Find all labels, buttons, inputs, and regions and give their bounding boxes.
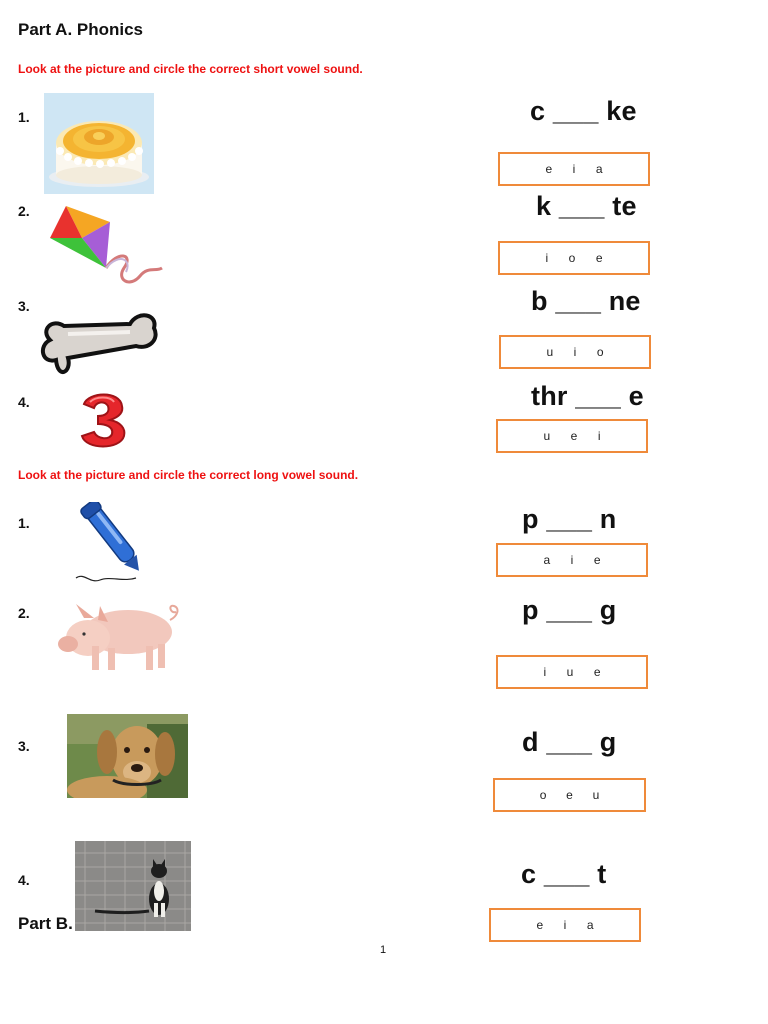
long-vowel-instruction: Look at the picture and circle the correct long vowel sound. (18, 468, 359, 482)
item-number: 2. (18, 203, 30, 219)
number-three-image (78, 390, 128, 450)
vowel-options-box[interactable] (489, 908, 641, 942)
vowel-option[interactable]: i (573, 345, 577, 359)
vowel-option[interactable]: o (539, 788, 547, 802)
vowel-options-box[interactable] (496, 655, 648, 689)
vowel-option[interactable]: e (595, 251, 603, 265)
vowel-options-box[interactable] (498, 241, 650, 275)
part-b-title: Part B. (18, 914, 73, 933)
word-puzzle: b ___ ne (531, 286, 641, 316)
vowel-option[interactable]: i (545, 251, 549, 265)
vowel-option[interactable]: i (572, 162, 576, 176)
item-number: 1. (18, 109, 30, 125)
vowel-option[interactable]: u (592, 788, 600, 802)
vowel-option[interactable]: a (586, 918, 594, 932)
word-puzzle: d ___ g (522, 727, 617, 757)
item-number: 2. (18, 605, 30, 621)
word-puzzle: c ___ t (521, 859, 607, 889)
vowel-option[interactable]: o (568, 251, 576, 265)
vowel-option[interactable]: e (566, 788, 573, 802)
word-puzzle: p ___ g (522, 595, 617, 625)
vowel-option[interactable]: e (545, 162, 553, 176)
vowel-options-box[interactable] (496, 543, 648, 577)
pig-image (54, 594, 182, 676)
page-title: Part A. Phonics (18, 20, 144, 39)
vowel-options-box[interactable] (499, 335, 651, 369)
vowel-option[interactable]: i (543, 665, 547, 679)
page-number: 1 (380, 944, 387, 956)
cat-image (75, 841, 191, 931)
vowel-options-box[interactable] (498, 152, 650, 186)
vowel-option[interactable]: u (546, 345, 554, 359)
kite-image (48, 204, 166, 288)
vowel-option[interactable]: e (570, 429, 578, 443)
vowel-option[interactable]: e (536, 918, 544, 932)
word-puzzle: p ___ n (522, 504, 617, 534)
item-number: 3. (18, 738, 30, 754)
vowel-option[interactable]: a (543, 553, 551, 567)
vowel-options-box[interactable] (496, 419, 648, 453)
word-puzzle: k ___ te (536, 191, 637, 221)
vowel-option[interactable]: e (593, 553, 601, 567)
cake-image (44, 93, 154, 194)
vowel-option[interactable]: i (570, 553, 574, 567)
vowel-option[interactable]: i (563, 918, 567, 932)
vowel-option[interactable]: o (596, 345, 604, 359)
vowel-option[interactable]: u (543, 429, 551, 443)
item-number: 1. (18, 515, 30, 531)
bone-image (38, 300, 160, 382)
vowel-option[interactable]: i (597, 429, 601, 443)
vowel-option[interactable]: u (566, 665, 574, 679)
short-vowel-instruction: Look at the picture and circle the correct short vowel sound. (18, 62, 363, 76)
dog-image (67, 714, 188, 798)
word-puzzle: c ___ ke (530, 96, 637, 126)
vowel-option[interactable]: a (595, 162, 603, 176)
item-number: 4. (18, 872, 30, 888)
vowel-option[interactable]: e (593, 665, 601, 679)
item-number: 3. (18, 298, 30, 314)
pen-image (74, 502, 152, 586)
vowel-options-box[interactable] (493, 778, 646, 812)
word-puzzle: thr ___ e (531, 381, 644, 411)
item-number: 4. (18, 394, 30, 410)
